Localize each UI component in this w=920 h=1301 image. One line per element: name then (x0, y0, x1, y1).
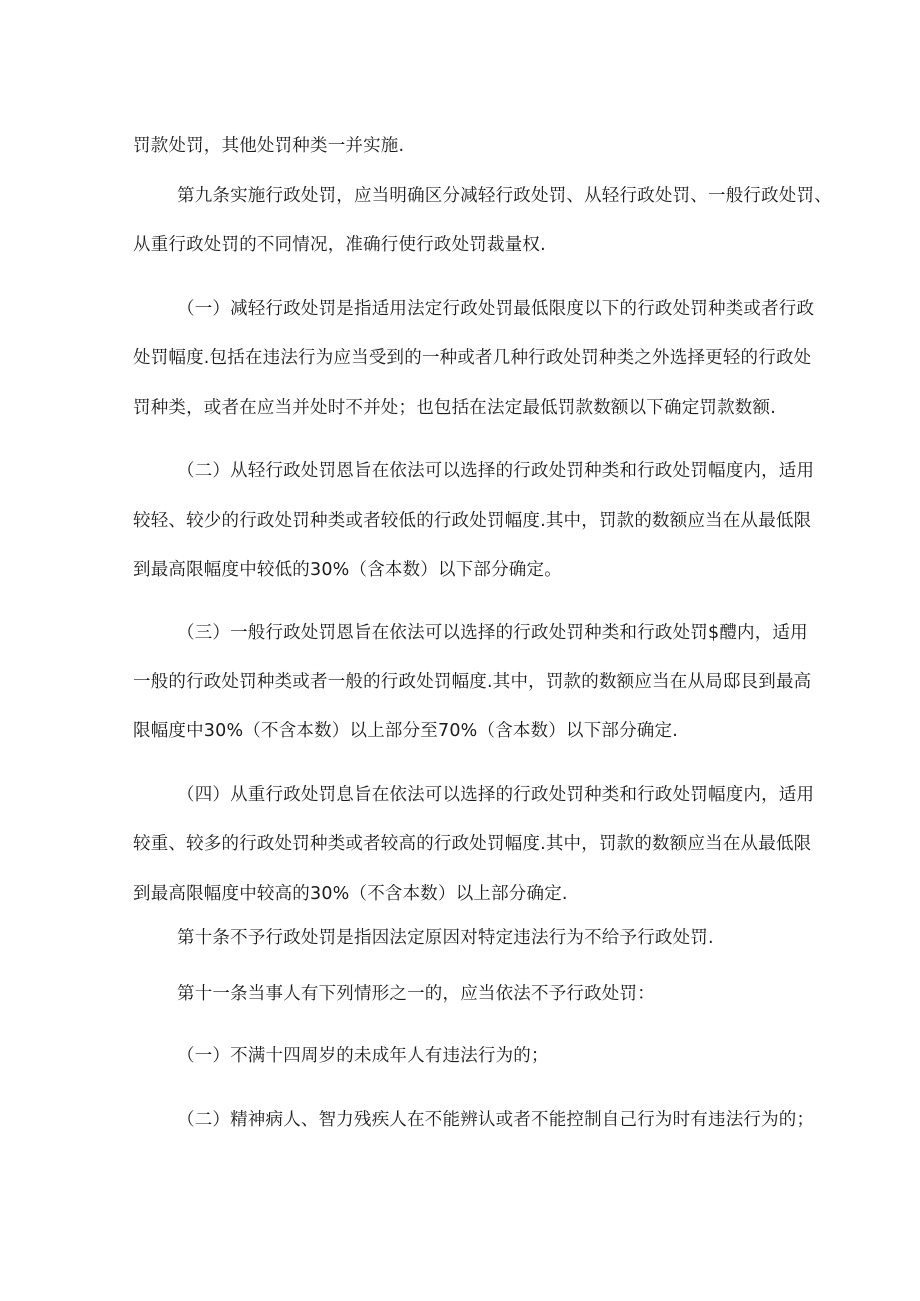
text-line-4: （一）减轻行政处罚是指适用法定行政处罚最低限度以下的行政处罚种类或者行政 (177, 299, 815, 319)
text-line-19: （二）精神病人、智力残疾人在不能辨认或者不能控制自己行为时有违法行为的； (177, 1110, 815, 1130)
text-line-2: 第九条实施行政处罚，应当明确区分减轻行政处罚、从轻行政处罚、一般行政处罚、 (177, 186, 832, 206)
text-line-12: 限幅度中30%（不含本数）以上部分至70%（含本数）以下部分确定. (133, 721, 678, 741)
text-line-15: 到最高限幅度中较高的30%（不含本数）以上部分确定. (133, 884, 568, 904)
text-line-8: 较轻、较少的行政处罚种类或者较低的行政处罚幅度.其中，罚款的数额应当在从最低限 (133, 511, 812, 531)
text-line-11: 一般的行政处罚种类或者一般的行政处罚幅度.其中，罚款的数额应当在从局邸艮到最高 (133, 672, 812, 692)
text-line-17: 第十一条当事人有下列情形之一的，应当依法不予行政处罚： (177, 984, 655, 1004)
text-line-10: （三）一般行政处罚恩旨在依法可以选择的行政处罚种类和行政处罚$醴内，适用 (177, 623, 808, 643)
text-line-9: 到最高限幅度中较低的30%（含本数）以下部分确定。 (133, 560, 562, 580)
text-line-5: 处罚幅度.包括在违法行为应当受到的一种或者几种行政处罚种类之外选择更轻的行政处 (133, 348, 812, 368)
text-line-6: 罚种类，或者在应当并处时不并处；也包括在法定最低罚款数额以下确定罚款数额. (133, 398, 776, 418)
text-line-14: 较重、较多的行政处罚种类或者较高的行政处罚幅度.其中，罚款的数额应当在从最低限 (133, 834, 812, 854)
text-line-1: 罚款处罚，其他处罚种类一并实施. (133, 136, 405, 156)
text-line-3: 从重行政处罚的不同情况，准确行使行政处罚裁量权. (133, 235, 546, 255)
text-line-13: （四）从重行政处罚息旨在依法可以选择的行政处罚种类和行政处罚幅度内，适用 (177, 785, 815, 805)
text-line-16: 第十条不予行政处罚是指因法定原因对特定违法行为不给予行政处罚. (177, 928, 714, 948)
text-line-18: （一）不满十四周岁的未成年人有违法行为的； (177, 1046, 549, 1066)
text-line-7: （二）从轻行政处罚恩旨在依法可以选择的行政处罚种类和行政处罚幅度内，适用 (177, 461, 815, 481)
